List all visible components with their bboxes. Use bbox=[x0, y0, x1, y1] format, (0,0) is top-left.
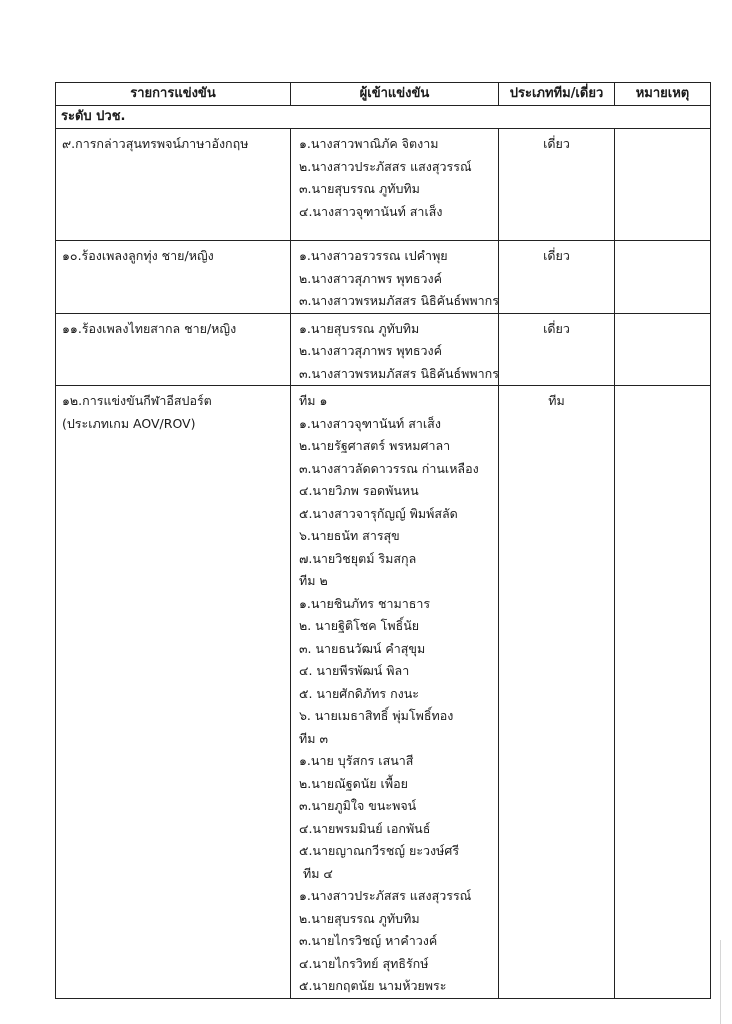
event-type: เดี่ยว bbox=[499, 313, 615, 386]
table-row bbox=[56, 241, 711, 314]
participant-item: ๓.นายไกรวิชญ์ หาคำวงค์ bbox=[299, 933, 438, 948]
table-row bbox=[56, 129, 711, 241]
header-type: ประเภททีม/เดี่ยว bbox=[499, 83, 615, 106]
table-row bbox=[56, 313, 711, 386]
scan-edge-line bbox=[720, 940, 721, 1024]
competition-table bbox=[55, 82, 711, 999]
participant-item: ๑.นางสาวอรวรรณ เปคำพุย bbox=[299, 248, 448, 263]
participant-item: ๕.นายญาณกวีรชญ์ ยะวงษ์ศรี bbox=[299, 843, 460, 858]
event-note bbox=[615, 129, 711, 241]
participant-item: ๔.นายวิภพ รอดพันหน bbox=[299, 483, 419, 498]
participant-item: ๓.นางสาวพรหมภัสสร นิธิคันธ์พพากร bbox=[299, 365, 499, 381]
header-row bbox=[56, 83, 711, 106]
event-note bbox=[615, 386, 711, 999]
participant-item: ๓. นายธนวัฒน์ คำสุขุม bbox=[299, 640, 426, 656]
participant-item: ๒.นางสาวประภัสสร แสงสุวรรณ์ bbox=[299, 158, 472, 174]
participant-item: ๓.นายภูมิใจ ขนะพจน์ bbox=[299, 798, 417, 813]
participant-item: ๑.นางสาวพาณิภัค จิตงาม bbox=[299, 136, 439, 151]
team-label: ทีม ๓ bbox=[299, 730, 328, 746]
section-row bbox=[56, 106, 711, 129]
participant-item: ๓.นางสาวพรหมภัสสร นิธิคันธ์พพากร bbox=[299, 293, 499, 308]
event-name: ๑๑.ร้องเพลงไทยสากล ชาย/หญิง bbox=[56, 313, 291, 386]
participant-item: ๑.นายสุบรรณ ภูทับทิม bbox=[299, 320, 420, 336]
event-note bbox=[615, 313, 711, 386]
participant-item: ๒.นางสาวสุภาพร พุทธวงค์ bbox=[299, 343, 442, 358]
header-participants: ผู้เข้าแข่งขัน bbox=[291, 83, 499, 106]
participant-item: ๑.นายชินภัทร ชามาธาร bbox=[299, 595, 431, 611]
team-label: ทีม ๔ bbox=[299, 865, 333, 881]
table-row bbox=[56, 386, 711, 999]
participant-item: ๓.นายสุบรรณ ภูทับทิม bbox=[299, 181, 420, 196]
event-type: ทีม bbox=[499, 386, 615, 999]
participant-item: ๓.นางสาวลัดดาวรรณ ก่านเหลือง bbox=[299, 460, 479, 476]
event-name: ๙.การกล่าวสุนทรพจน์ภาษาอังกฤษ bbox=[56, 129, 291, 241]
participant-item: ๗.นายวิชยุตม์ ริมสกุล bbox=[299, 550, 417, 566]
header-event: รายการแข่งขัน bbox=[56, 83, 291, 106]
participants-cell bbox=[291, 386, 499, 999]
event-type: เดี่ยว bbox=[499, 129, 615, 241]
participants-cell bbox=[291, 313, 499, 386]
participants-cell bbox=[291, 241, 499, 314]
participant-item: ๖.นายธนัท สารสุข bbox=[299, 528, 400, 543]
participant-item: ๔.นายพรมมินย์ เอกพันธ์ bbox=[299, 820, 431, 836]
event-note bbox=[615, 241, 711, 314]
event-name: ๑๐.ร้องเพลงลูกทุ่ง ชาย/หญิง bbox=[56, 241, 291, 314]
participant-item: ๒.นายสุบรรณ ภูทับทิม bbox=[299, 910, 420, 926]
participant-item: ๒.นางสาวสุภาพร พุทธวงค์ bbox=[299, 270, 442, 286]
event-type: เดี่ยว bbox=[499, 241, 615, 314]
participant-item: ๑.นางสาวจุฑานันท์ สาเส็ง bbox=[299, 415, 441, 431]
participants-cell bbox=[291, 129, 499, 241]
participant-item: ๒.นายรัฐศาสตร์ พรหมศาลา bbox=[299, 438, 451, 453]
section-label: ระดับ ปวช. bbox=[56, 106, 711, 129]
participant-item: ๔.นายไกรวิทย์ สุทธิรักษ์ bbox=[299, 955, 429, 971]
team-label: ทีม ๑ bbox=[299, 393, 328, 408]
participant-item: ๕.นางสาวจารุกัญญ์ พิมพ์สลัด bbox=[299, 505, 458, 521]
participant-item: ๑.นางสาวประภัสสร แสงสุวรรณ์ bbox=[299, 888, 472, 903]
participant-item: ๔. นายพีรพัฒน์ พิลา bbox=[299, 663, 410, 678]
event-name-cell bbox=[56, 386, 291, 999]
participant-item: ๑.นาย บุรัสกร เสนาสี bbox=[299, 753, 414, 768]
participant-item: ๒.นายณัฐดนัย เพื้อย bbox=[299, 775, 408, 791]
participant-item: ๕. นายศักดิภัทร กงนะ bbox=[299, 685, 420, 701]
participant-item: ๕.นายกฤตนัย นามห้วยพระ bbox=[299, 978, 447, 993]
header-note: หมายเหตุ bbox=[615, 83, 711, 106]
participant-item: ๖. นายเมธาสิทธิ์ พุ่มโพธิ์ทอง bbox=[299, 708, 454, 723]
event-name-sub: (ประเภทเกม AOV/ROV) bbox=[62, 415, 196, 431]
participant-item: ๔.นางสาวจุฑานันท์ สาเส็ง bbox=[299, 203, 443, 219]
team-label: ทีม ๒ bbox=[299, 573, 328, 588]
event-name: ๑๒.การแข่งขันกีฬาอีสปอร์ต bbox=[62, 393, 212, 408]
participant-item: ๒. นายฐิติโชค โพธิ์นัย bbox=[299, 618, 420, 633]
